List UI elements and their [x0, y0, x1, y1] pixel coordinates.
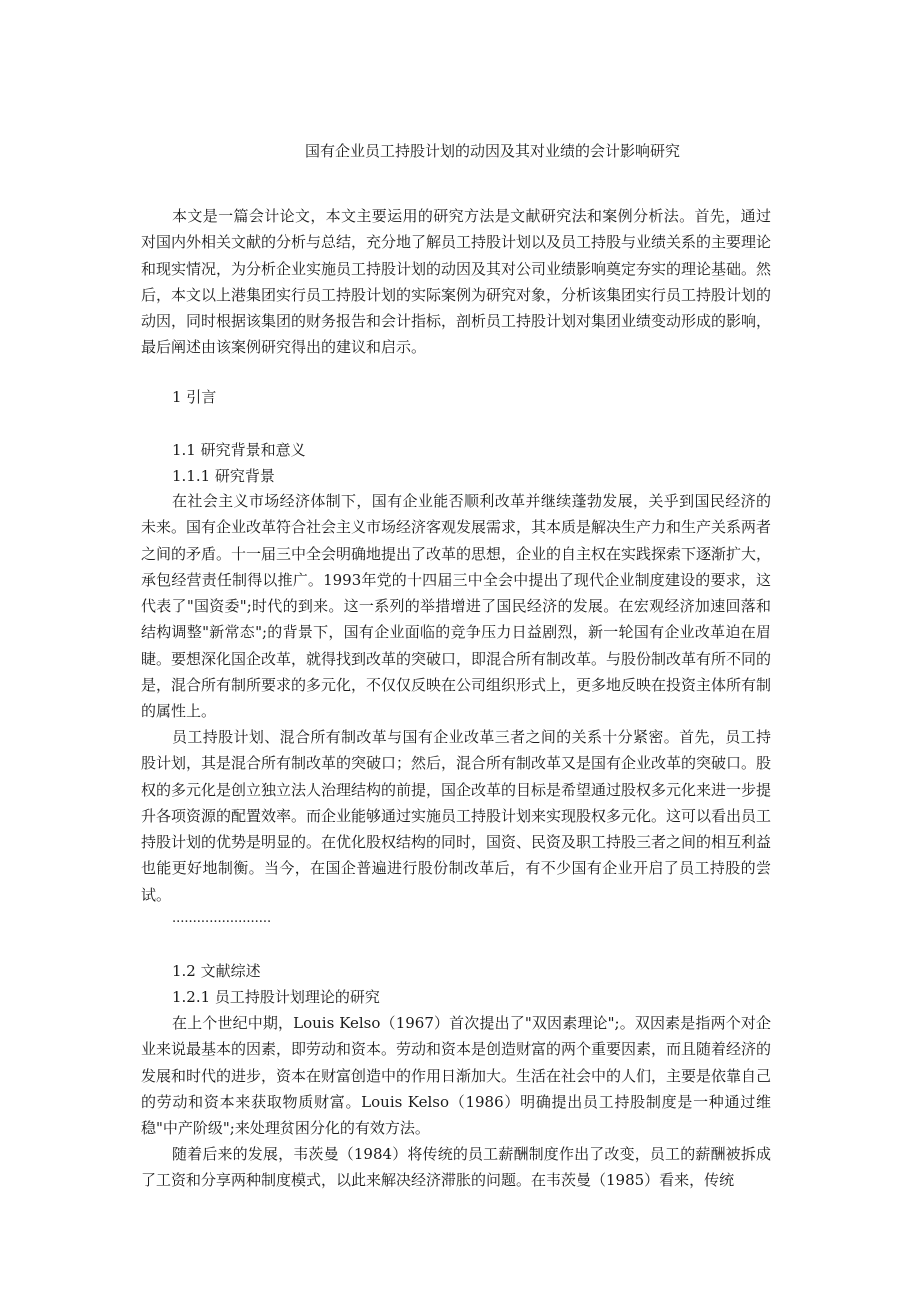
- page-title: 国有企业员工持股计划的动因及其对业绩的会计影响研究: [305, 142, 681, 160]
- subsubsection-heading-background: 1.1.1 研究背景: [172, 467, 275, 485]
- subsubsection-heading-esop-theory: 1.2.1 员工持股计划理论的研究: [172, 988, 380, 1006]
- body-paragraph-1: 在社会主义市场经济体制下，国有企业能否顺利改革并继续蓬勃发展，关乎到国民经济的未来。国有企业改革符合社会主义市场经济客观发展需求，其本质是解决生产力和生产关系两者之间的矛盾。十一届三中全会明确地提出了改革的思想，企业的自主权在实践探索下逐渐扩大，承包经营责任制得以推广。1993年党的十四届三中全会中提出了现代企业制度建设的要求，这代表了"国资委";时代的到来。这一系列的举措增进了国民经济的发展。在宏观经济加速回落和结构调整"新常态";的背景下，国有企业面临的竞争压力日益剧烈，新一轮国有企业改革迫在眉睫。要想深化国企改革，就得找到改革的突破口，即混合所有制改革。与股份制改革有所不同的是，混合所有制所要求的多元化，不仅仅反映在公司组织形式上，更多地反映在投资主体所有制的属性上。: [141, 492, 772, 721]
- ellipsis-divider: ........................: [172, 911, 272, 926]
- subsection-heading-literature-review: 1.2 文献综述: [172, 962, 261, 980]
- section-heading-intro: 1 引言: [172, 388, 217, 406]
- abstract-paragraph: 本文是一篇会计论文，本文主要运用的研究方法是文献研究法和案例分析法。首先，通过对国内外相关文献的分析与总结，充分地了解员工持股计划以及员工持股与业绩关系的主要理论和现实情况，为分析企业实施员工持股计划的动因及其对公司业绩影响奠定夯实的理论基础。然后，本文以上港集团实行员工持股计划的实际案例为研究对象，分析该集团实行员工持股计划的动因，同时根据该集团的财务报告和会计指标，剖析员工持股计划对集团业绩变动形成的影响，最后阐述由该案例研究得出的建议和启示。: [141, 207, 772, 357]
- body-paragraph-3: 在上个世纪中期，Louis Kelso（1967）首次提出了"双因素理论";。双因素是指两个对企业来说最基本的因素，即劳动和资本。劳动和资本是创造财富的两个重要因素，而且随着经济的发展和时代的进步，资本在财富创造中的作用日渐加大。生活在社会中的人们，主要是依靠自己的劳动和资本来获取物质财富。Louis Kelso（1986）明确提出员工持股制度是一种通过维稳"中产阶级";来处理贫困分化的有效方法。: [141, 1014, 772, 1138]
- subsection-heading-background-significance: 1.1 研究背景和意义: [172, 441, 306, 459]
- body-paragraph-2: 员工持股计划、混合所有制改革与国有企业改革三者之间的关系十分紧密。首先，员工持股计划，其是混合所有制改革的突破口；然后，混合所有制改革又是国有企业改革的突破口。股权的多元化是创立独立法人治理结构的前提，国企改革的目标是希望通过股权多元化来进一步提升各项资源的配置效率。而企业能够通过实施员工持股计划来实现股权多元化。这可以看出员工持股计划的优势是明显的。在优化股权结构的同时，国资、民资及职工持股三者之间的相互利益也能更好地制衡。当今，在国企普遍进行股份制改革后，有不少国有企业开启了员工持股的尝试。: [141, 728, 772, 904]
- body-paragraph-4: 随着后来的发展，韦茨曼（1984）将传统的员工薪酬制度作出了改变，员工的薪酬被拆成了工资和分享两种制度模式，以此来解决经济滞胀的问题。在韦茨曼（1985）看来，传统: [141, 1145, 771, 1190]
